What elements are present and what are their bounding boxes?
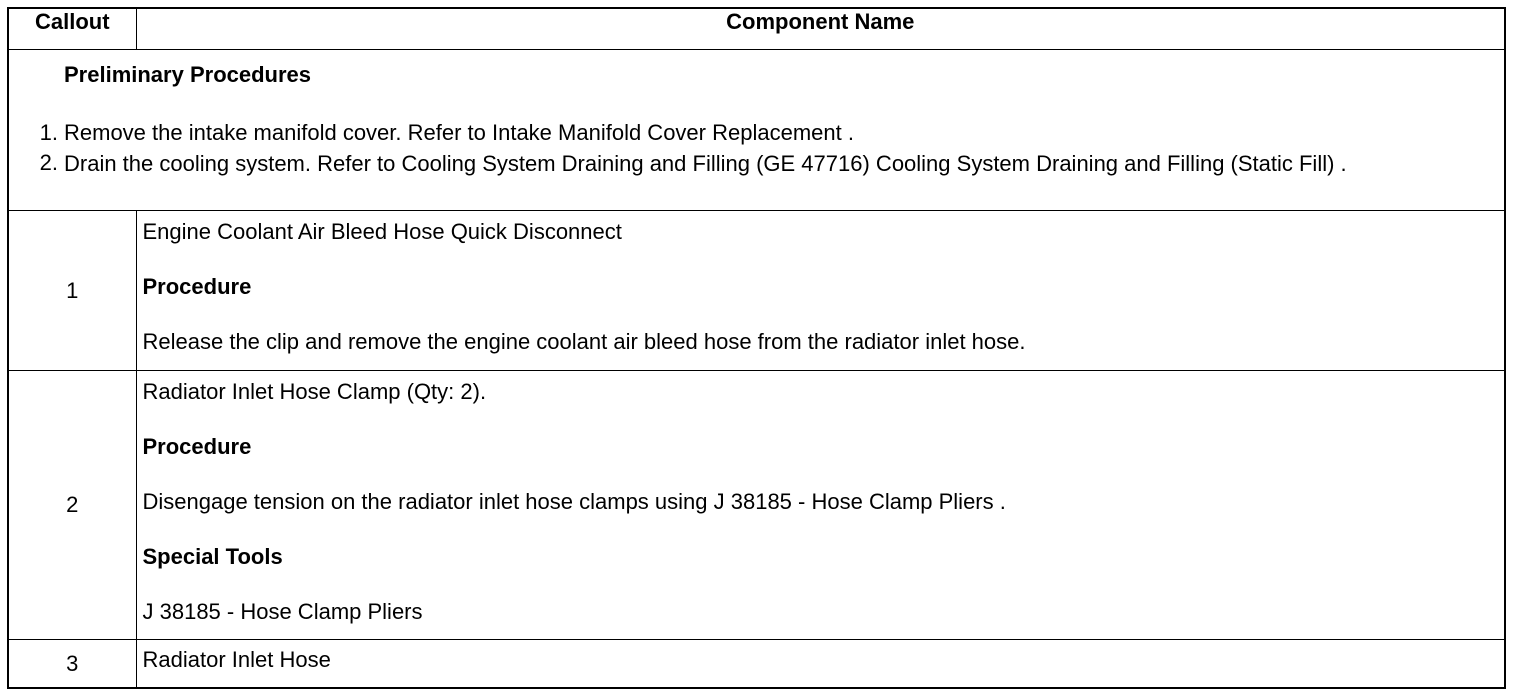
preliminary-title: Preliminary Procedures — [64, 62, 312, 87]
procedure-text: Disengage tension on the radiator inlet hose clamps using J 38185 - Hose Clamp Pliers . — [142, 489, 1006, 514]
callout-column-header: Callout — [8, 8, 136, 50]
table-row — [8, 640, 1505, 689]
callout-number: 3 — [8, 640, 136, 689]
callout-number: 2 — [8, 371, 136, 640]
table-header-row — [8, 8, 1505, 50]
preliminary-step — [9, 148, 1504, 180]
component-cell — [136, 640, 1505, 689]
special-tools-text: J 38185 - Hose Clamp Pliers — [142, 599, 423, 624]
step-number: 2. — [39, 150, 58, 175]
component-name: Radiator Inlet Hose — [142, 647, 331, 672]
component-cell — [136, 211, 1505, 371]
preliminary-step — [9, 118, 1504, 148]
step-text: Drain the cooling system. Refer to Cooling System Draining and Filling (GE 47716) Cooling System Draining and Filling (Static Fill) . — [64, 151, 1347, 176]
component-column-header: Component Name — [136, 8, 1505, 50]
procedure-label: Procedure — [142, 434, 252, 459]
preliminary-cell — [8, 50, 1505, 211]
step-text: Remove the intake manifold cover. Refer to Intake Manifold Cover Replacement . — [64, 120, 854, 145]
table-row — [8, 211, 1505, 371]
preliminary-steps — [9, 118, 1504, 180]
procedure-label: Procedure — [142, 274, 252, 299]
preliminary-row — [8, 50, 1505, 211]
component-cell — [136, 371, 1505, 640]
callout-number: 1 — [8, 211, 136, 371]
step-number: 1. — [39, 120, 58, 145]
procedure-text: Release the clip and remove the engine coolant air bleed hose from the radiator inlet hose. — [142, 329, 1026, 354]
special-tools-label: Special Tools — [142, 544, 283, 569]
table-row — [8, 371, 1505, 640]
component-name: Radiator Inlet Hose Clamp (Qty: 2). — [142, 379, 487, 404]
callout-table — [7, 7, 1506, 689]
component-name: Engine Coolant Air Bleed Hose Quick Disconnect — [142, 219, 622, 244]
